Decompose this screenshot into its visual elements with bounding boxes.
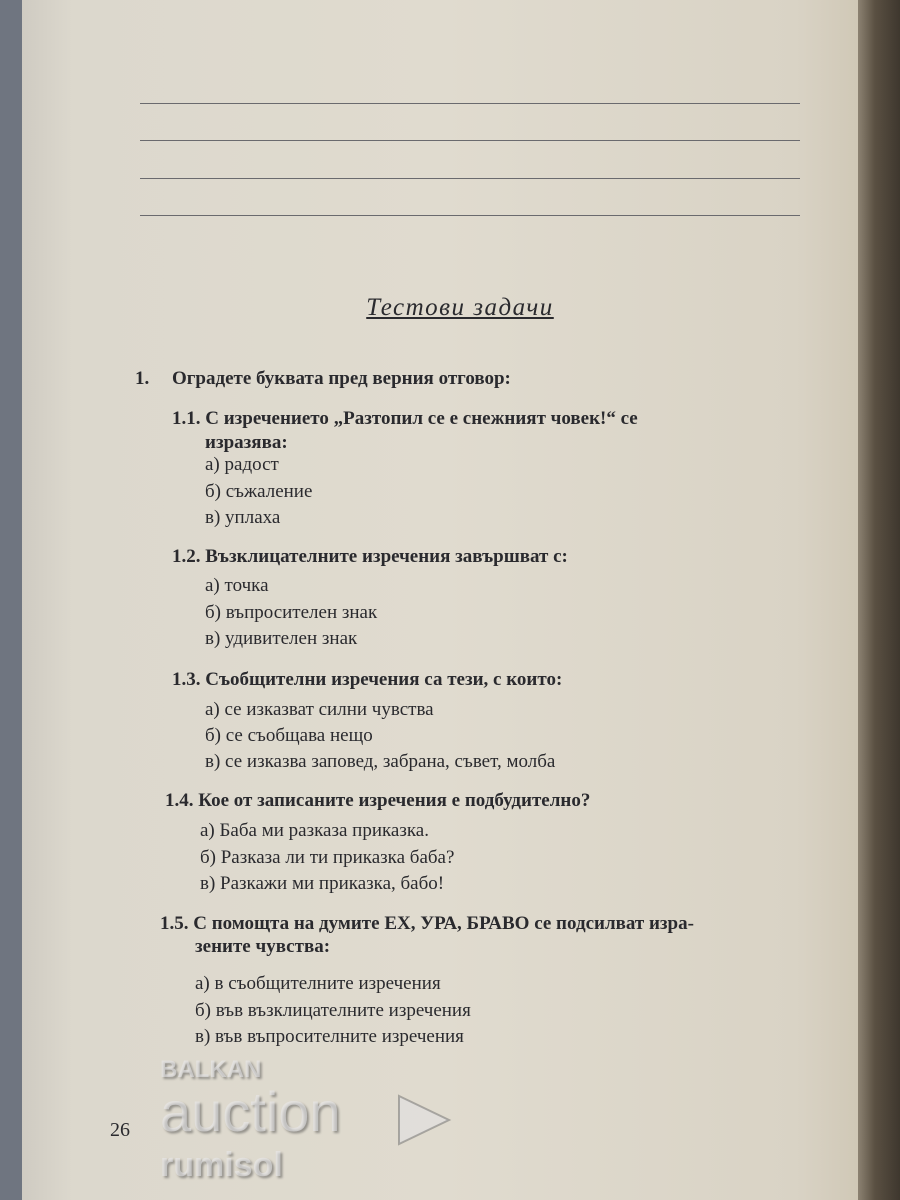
option: в) удивителен знак xyxy=(205,628,358,649)
item-1-4-label: 1.4. Кое от записаните изречения е подбудително? xyxy=(165,790,591,811)
answer-line xyxy=(140,103,800,104)
option: а) точка xyxy=(205,575,269,596)
page-number: 26 xyxy=(110,1119,130,1141)
option: а) се изказват силни чувства xyxy=(205,699,434,720)
option: б) Разказа ли ти приказка баба? xyxy=(200,847,455,868)
answer-line xyxy=(140,215,800,216)
item-1-1-label-cont: изразява: xyxy=(205,432,288,453)
watermark-balkan: BALKAN xyxy=(160,1056,262,1083)
watermark-auction: auction xyxy=(160,1080,341,1143)
item-1-5-label: 1.5. С помощта на думите ЕХ, УРА, БРАВО се подсилват изра- xyxy=(160,913,694,934)
section-title: Тестови задачи xyxy=(366,294,554,321)
option: б) се съобщава нещо xyxy=(205,725,373,746)
answer-line xyxy=(140,140,800,141)
answer-line xyxy=(140,178,800,179)
question-number: 1. xyxy=(135,368,150,389)
option: а) в съобщителните изречения xyxy=(195,973,441,994)
option: а) Баба ми разказа приказка. xyxy=(200,820,429,841)
option: в) уплаха xyxy=(205,507,281,528)
option: в) се изказва заповед, забрана, съвет, молба xyxy=(205,751,556,772)
watermark-play-icon xyxy=(395,1092,455,1148)
option: б) въпросителен знак xyxy=(205,602,378,623)
item-1-3-label: 1.3. Съобщителни изречения са тези, с които: xyxy=(172,669,563,690)
page-edge xyxy=(858,0,900,1200)
question-text: Оградете буквата пред верния отговор: xyxy=(172,368,511,389)
option: б) съжаление xyxy=(205,481,313,502)
watermark-rumisol: rumisol xyxy=(160,1146,283,1184)
option: а) радост xyxy=(205,454,279,475)
option: в) във въпросителните изречения xyxy=(195,1026,464,1047)
item-1-2-label: 1.2. Възклицателните изречения завършват с: xyxy=(172,546,568,567)
item-1-1-label: 1.1. С изречението „Разтопил се е снежният човек!“ се xyxy=(172,408,638,429)
option: б) във възклицателните изречения xyxy=(195,1000,471,1021)
item-1-5-label-cont: зените чувства: xyxy=(195,936,331,957)
option: в) Разкажи ми приказка, бабо! xyxy=(200,873,445,894)
